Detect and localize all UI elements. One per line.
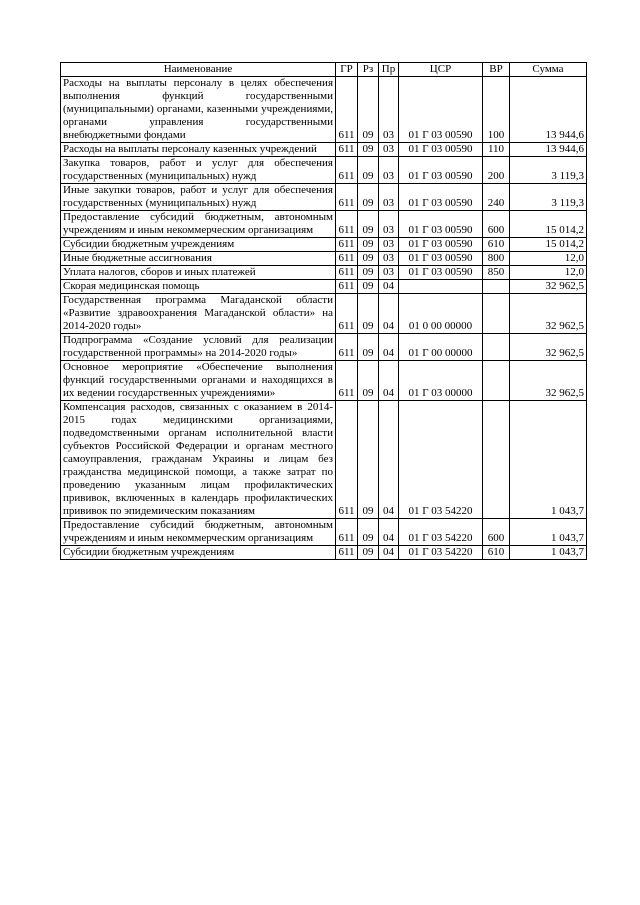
cell-gr: 611 xyxy=(336,77,358,143)
cell-gr: 611 xyxy=(336,401,358,519)
cell-pr: 03 xyxy=(379,77,399,143)
cell-rz: 09 xyxy=(358,401,379,519)
cell-gr: 611 xyxy=(336,361,358,401)
cell-vr xyxy=(483,401,510,519)
cell-sum: 32 962,5 xyxy=(510,294,587,334)
col-header-sum: Сумма xyxy=(510,63,587,77)
cell-name: Субсидии бюджетным учреждениям xyxy=(61,238,336,252)
cell-rz: 09 xyxy=(358,238,379,252)
cell-pr: 04 xyxy=(379,361,399,401)
cell-gr: 611 xyxy=(336,238,358,252)
cell-pr: 03 xyxy=(379,143,399,157)
table-row xyxy=(61,157,587,184)
cell-sum: 1 043,7 xyxy=(510,401,587,519)
cell-name: Компенсация расходов, связанных с оказанием в 2014-2015 годах медицинскими организациями, подведомственными органам исполнительной власти субъектов Российской Федерации и органам местного самоуправления, гражданам Украины и лицам без гражданства медицинской помощи, а также затрат по проведению указанным лицам профилактических прививок, включенных в календарь профилактических прививок по эпидемическим показаниям xyxy=(61,401,336,519)
table-row xyxy=(61,334,587,361)
cell-csr: 01 Г 03 00590 xyxy=(399,252,483,266)
cell-sum: 13 944,6 xyxy=(510,77,587,143)
cell-name: Закупка товаров, работ и услуг для обеспечения государственных (муниципальных) нужд xyxy=(61,157,336,184)
col-header-gr: ГР xyxy=(336,63,358,77)
cell-csr: 01 Г 03 54220 xyxy=(399,546,483,560)
cell-vr xyxy=(483,294,510,334)
cell-csr: 01 Г 00 00000 xyxy=(399,334,483,361)
cell-csr: 01 Г 03 00590 xyxy=(399,238,483,252)
cell-pr: 04 xyxy=(379,546,399,560)
cell-name: Уплата налогов, сборов и иных платежей xyxy=(61,266,336,280)
cell-rz: 09 xyxy=(358,157,379,184)
table-row xyxy=(61,401,587,519)
col-header-vr: ВР xyxy=(483,63,510,77)
table-row xyxy=(61,546,587,560)
col-header-pr: Пр xyxy=(379,63,399,77)
cell-pr: 03 xyxy=(379,266,399,280)
table-row xyxy=(61,519,587,546)
table-row xyxy=(61,211,587,238)
header-row xyxy=(61,63,587,77)
cell-rz: 09 xyxy=(358,334,379,361)
budget-table xyxy=(60,62,587,560)
cell-pr: 04 xyxy=(379,519,399,546)
cell-vr: 610 xyxy=(483,546,510,560)
cell-sum: 13 944,6 xyxy=(510,143,587,157)
cell-csr: 01 Г 03 54220 xyxy=(399,401,483,519)
cell-rz: 09 xyxy=(358,77,379,143)
table-row xyxy=(61,252,587,266)
cell-rz: 09 xyxy=(358,280,379,294)
cell-name: Субсидии бюджетным учреждениям xyxy=(61,546,336,560)
cell-csr: 01 Г 03 00000 xyxy=(399,361,483,401)
cell-name: Предоставление субсидий бюджетным, автономным учреждениям и иным некоммерческим организациям xyxy=(61,211,336,238)
table-row xyxy=(61,280,587,294)
cell-gr: 611 xyxy=(336,157,358,184)
table-row xyxy=(61,266,587,280)
cell-gr: 611 xyxy=(336,334,358,361)
cell-csr: 01 Г 03 00590 xyxy=(399,266,483,280)
cell-gr: 611 xyxy=(336,143,358,157)
cell-name: Скорая медицинская помощь xyxy=(61,280,336,294)
cell-name: Иные закупки товаров, работ и услуг для обеспечения государственных (муниципальных) нужд xyxy=(61,184,336,211)
cell-vr: 200 xyxy=(483,157,510,184)
cell-vr: 850 xyxy=(483,266,510,280)
cell-name: Расходы на выплаты персоналу в целях обеспечения выполнения функций государственными (муниципальными) органами, казенными учреждениями, органами управления государственными внебюджетными фондами xyxy=(61,77,336,143)
table-row xyxy=(61,361,587,401)
cell-gr: 611 xyxy=(336,184,358,211)
cell-vr xyxy=(483,280,510,294)
cell-sum: 32 962,5 xyxy=(510,280,587,294)
cell-sum: 12,0 xyxy=(510,266,587,280)
table-row xyxy=(61,77,587,143)
cell-name: Подпрограмма «Создание условий для реализации государственной программы» на 2014-2020 годы» xyxy=(61,334,336,361)
col-header-name: Наименование xyxy=(61,63,336,77)
cell-gr: 611 xyxy=(336,519,358,546)
cell-name: Иные бюджетные ассигнования xyxy=(61,252,336,266)
cell-name: Основное мероприятие «Обеспечение выполнения функций государственными органами и находящихся в их ведении государственных учреждениями» xyxy=(61,361,336,401)
cell-vr: 800 xyxy=(483,252,510,266)
table-row xyxy=(61,143,587,157)
table-row xyxy=(61,294,587,334)
cell-rz: 09 xyxy=(358,519,379,546)
cell-vr: 110 xyxy=(483,143,510,157)
cell-csr: 01 Г 03 00590 xyxy=(399,184,483,211)
cell-sum: 1 043,7 xyxy=(510,546,587,560)
cell-gr: 611 xyxy=(336,252,358,266)
col-header-csr: ЦСР xyxy=(399,63,483,77)
cell-name: Предоставление субсидий бюджетным, автономным учреждениям и иным некоммерческим организациям xyxy=(61,519,336,546)
cell-sum: 3 119,3 xyxy=(510,184,587,211)
cell-rz: 09 xyxy=(358,546,379,560)
cell-rz: 09 xyxy=(358,266,379,280)
cell-vr: 100 xyxy=(483,77,510,143)
cell-gr: 611 xyxy=(336,546,358,560)
cell-name: Государственная программа Магаданской области «Развитие здравоохранения Магаданской области» на 2014-2020 годы» xyxy=(61,294,336,334)
cell-pr: 03 xyxy=(379,252,399,266)
table-row xyxy=(61,238,587,252)
cell-vr: 240 xyxy=(483,184,510,211)
cell-rz: 09 xyxy=(358,252,379,266)
cell-sum: 3 119,3 xyxy=(510,157,587,184)
cell-sum: 15 014,2 xyxy=(510,238,587,252)
cell-gr: 611 xyxy=(336,211,358,238)
cell-gr: 611 xyxy=(336,280,358,294)
cell-pr: 04 xyxy=(379,294,399,334)
cell-vr xyxy=(483,361,510,401)
cell-csr: 01 Г 03 00590 xyxy=(399,77,483,143)
cell-vr: 610 xyxy=(483,238,510,252)
cell-rz: 09 xyxy=(358,211,379,238)
cell-csr xyxy=(399,280,483,294)
cell-csr: 01 Г 03 00590 xyxy=(399,211,483,238)
cell-vr xyxy=(483,334,510,361)
cell-rz: 09 xyxy=(358,184,379,211)
cell-pr: 04 xyxy=(379,280,399,294)
cell-csr: 01 0 00 00000 xyxy=(399,294,483,334)
cell-rz: 09 xyxy=(358,143,379,157)
cell-sum: 32 962,5 xyxy=(510,361,587,401)
cell-csr: 01 Г 03 00590 xyxy=(399,157,483,184)
cell-pr: 04 xyxy=(379,401,399,519)
cell-vr: 600 xyxy=(483,519,510,546)
cell-sum: 1 043,7 xyxy=(510,519,587,546)
cell-pr: 03 xyxy=(379,211,399,238)
table-row xyxy=(61,184,587,211)
cell-vr: 600 xyxy=(483,211,510,238)
cell-sum: 12,0 xyxy=(510,252,587,266)
cell-pr: 04 xyxy=(379,334,399,361)
cell-sum: 15 014,2 xyxy=(510,211,587,238)
cell-gr: 611 xyxy=(336,294,358,334)
cell-pr: 03 xyxy=(379,238,399,252)
cell-gr: 611 xyxy=(336,266,358,280)
cell-csr: 01 Г 03 54220 xyxy=(399,519,483,546)
cell-csr: 01 Г 03 00590 xyxy=(399,143,483,157)
cell-sum: 32 962,5 xyxy=(510,334,587,361)
cell-pr: 03 xyxy=(379,184,399,211)
cell-name: Расходы на выплаты персоналу казенных учреждений xyxy=(61,143,336,157)
cell-pr: 03 xyxy=(379,157,399,184)
col-header-rz: Рз xyxy=(358,63,379,77)
cell-rz: 09 xyxy=(358,294,379,334)
cell-rz: 09 xyxy=(358,361,379,401)
